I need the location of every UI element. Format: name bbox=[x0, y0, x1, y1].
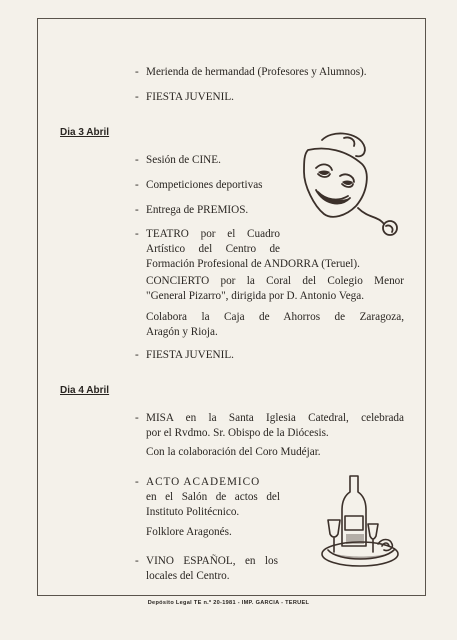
event-description: Merienda de hermandad (Profesores y Alumnos). bbox=[146, 66, 367, 78]
event-description: Folklore Aragonés. bbox=[146, 526, 232, 538]
dash: - bbox=[135, 476, 139, 488]
event-description: FIESTA JUVENIL. bbox=[146, 349, 234, 361]
event-description: Entrega de PREMIOS. bbox=[146, 204, 249, 216]
event-description: en el Salón de actos del bbox=[146, 491, 280, 503]
day-heading: Dia 4 Abril bbox=[60, 385, 110, 396]
dash: - bbox=[135, 179, 139, 191]
dash: - bbox=[135, 91, 139, 103]
dash: - bbox=[135, 349, 139, 361]
legal-deposit-footer: Depósito Legal TE n.º 20-1981 - IMP. GARCIA - TERUEL bbox=[147, 600, 310, 606]
day-heading: Dia 3 Abril bbox=[60, 127, 110, 138]
dash: - bbox=[135, 66, 139, 78]
event-description: FIESTA JUVENIL. bbox=[146, 91, 234, 103]
event-description: Sesión de CINE. bbox=[146, 154, 221, 166]
event-description: Con la colaboración del Coro Mudéjar. bbox=[146, 446, 321, 458]
dash: - bbox=[135, 555, 139, 567]
event-description: Artístico del Centro de bbox=[146, 243, 280, 255]
event-description: CONCIERTO por la Coral del Colegio Menor bbox=[146, 275, 404, 287]
event-description: por el Rvdmo. Sr. Obispo de la Diócesis. bbox=[146, 427, 329, 439]
event-description: "General Pizarro", dirigida por D. Antonio Vega. bbox=[146, 290, 365, 302]
dash: - bbox=[135, 228, 139, 240]
event-description: Formación Profesional de ANDORRA (Teruel). bbox=[146, 258, 360, 270]
dash: - bbox=[135, 204, 139, 216]
dash: - bbox=[135, 154, 139, 166]
event-description: Instituto Politécnico. bbox=[146, 506, 240, 518]
wine-bottle-illustration bbox=[318, 472, 404, 570]
event-description: locales del Centro. bbox=[146, 570, 230, 582]
event-description: Aragón y Rioja. bbox=[146, 326, 218, 338]
event-description: TEATRO por el Cuadro bbox=[146, 228, 280, 240]
event-description: VINO ESPAÑOL, en los bbox=[146, 555, 278, 567]
dash: - bbox=[135, 412, 139, 424]
theatre-mask-illustration bbox=[292, 128, 404, 240]
event-description: MISA en la Santa Iglesia Catedral, celebrada bbox=[146, 412, 404, 424]
event-description: Colabora la Caja de Ahorros de Zaragoza, bbox=[146, 311, 404, 323]
event-description: ACTO ACADEMICO bbox=[146, 476, 261, 488]
event-description: Competiciones deportivas bbox=[146, 179, 263, 191]
